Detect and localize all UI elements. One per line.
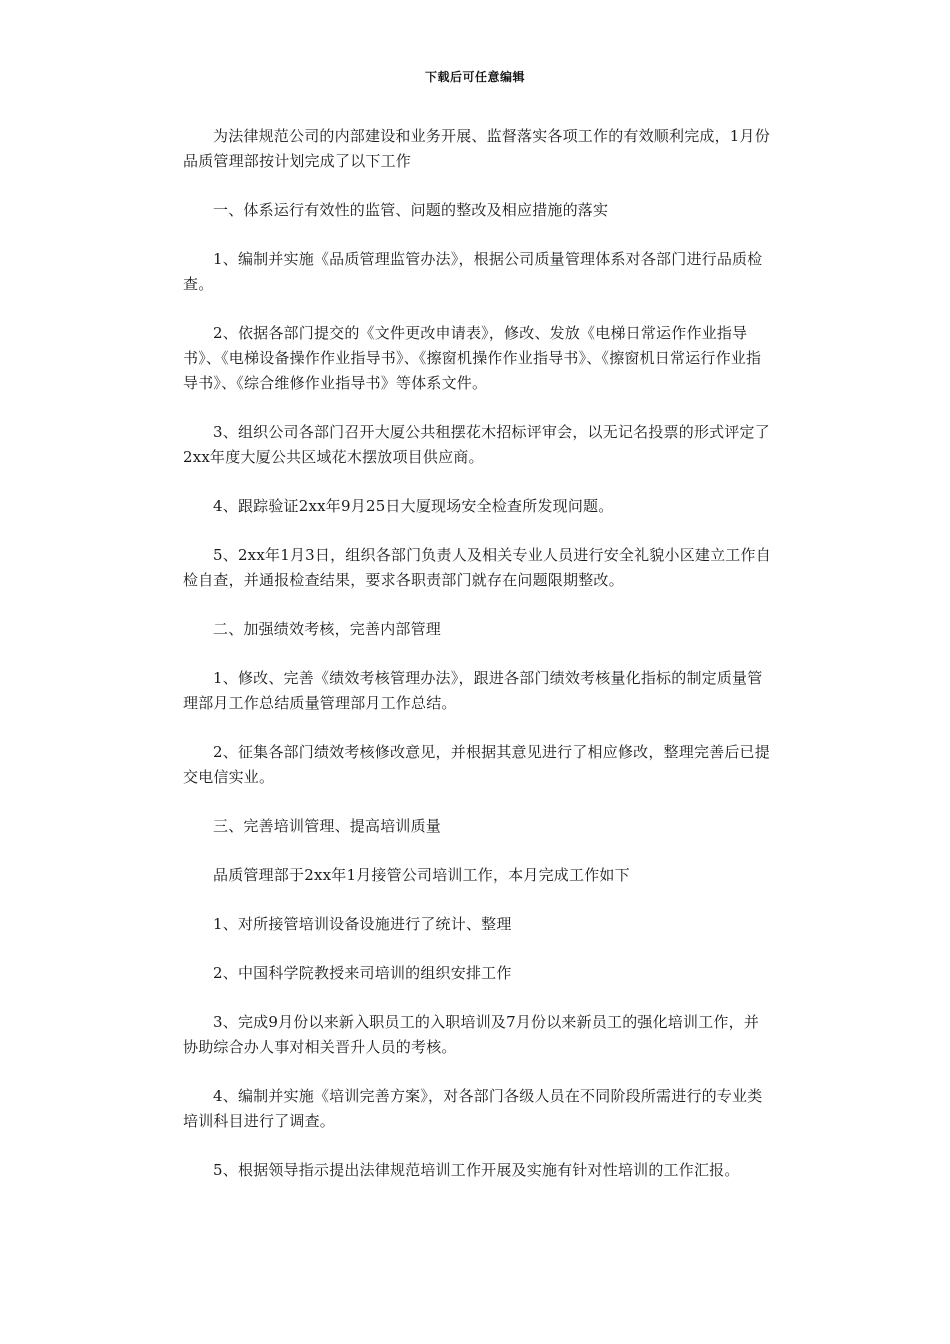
section-2-item-2: 2、征集各部门绩效考核修改意见，并根据其意见进行了相应修改，整理完善后已提交电信实业。 xyxy=(183,743,770,786)
section-3-item-4: 4、编制并实施《培训完善方案》，对各部门各级人员在不同阶段所需进行的专业类培训科目进行了调查。 xyxy=(183,1087,763,1130)
section-3-item-1: 1、对所接管培训设备设施进行了统计、整理 xyxy=(213,915,512,933)
section-3-intro: 品质管理部于2xx年1月接管公司培训工作，本月完成工作如下 xyxy=(213,866,630,884)
page-header: 下载后可任意编辑 xyxy=(424,70,525,84)
section-heading-2: 二、加强绩效考核，完善内部管理 xyxy=(213,620,442,638)
section-1-item-4: 4、跟踪验证2xx年9月25日大厦现场安全检查所发现问题。 xyxy=(213,497,614,515)
section-3-item-2: 2、中国科学院教授来司培训的组织安排工作 xyxy=(213,964,512,982)
section-heading-1: 一、体系运行有效性的监管、问题的整改及相应措施的落实 xyxy=(213,201,609,219)
section-3-item-3: 3、完成9月份以来新入职员工的入职培训及7月份以来新员工的强化培训工作，并协助综合办人事对相关晋升人员的考核。 xyxy=(183,1013,760,1056)
document-body xyxy=(183,124,773,1207)
section-3-item-5: 5、根据领导指示提出法律规范培训工作开展及实施有针对性培训的工作汇报。 xyxy=(213,1161,740,1179)
section-1-item-5: 5、2xx年1月3日，组织各部门负责人及相关专业人员进行安全礼貌小区建立工作自检自查，并通报检查结果，要求各职责部门就存在问题限期整改。 xyxy=(183,546,771,589)
section-1-item-1: 1、编制并实施《品质管理监管办法》，根据公司质量管理体系对各部门进行品质检查。 xyxy=(183,250,763,293)
section-1-item-3: 3、组织公司各部门召开大厦公共租摆花木招标评审会，以无记名投票的形式评定了2xx年度大厦公共区域花木摆放项目供应商。 xyxy=(183,423,770,466)
section-2-item-1: 1、修改、完善《绩效考核管理办法》，跟进各部门绩效考核量化指标的制定质量管理部月工作总结质量管理部月工作总结。 xyxy=(183,669,763,712)
section-heading-3: 三、完善培训管理、提高培训质量 xyxy=(213,817,442,835)
section-1-item-2: 2、依据各部门提交的《文件更改申请表》，修改、发放《电梯日常运作作业指导书》、《电梯设备操作作业指导书》、《擦窗机操作作业指导书》、《擦窗机日常运行作业指导书》、《综合维修作业指导书》等体系文件。 xyxy=(183,324,762,392)
intro-paragraph: 为法律规范公司的内部建设和业务开展、监督落实各项工作的有效顺利完成，1月份品质管理部按计划完成了以下工作 xyxy=(183,127,770,170)
